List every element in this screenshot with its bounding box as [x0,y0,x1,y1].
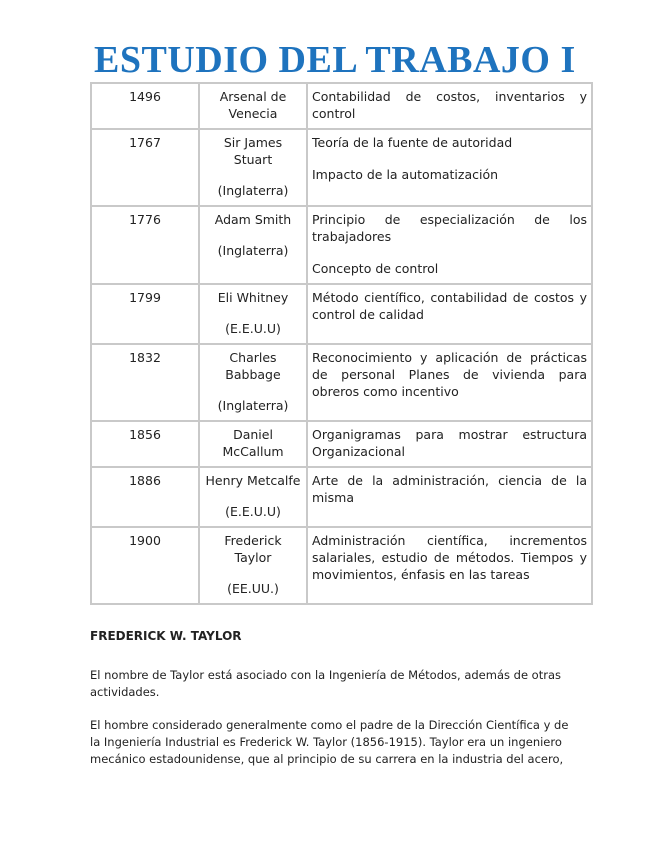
table-row [91,527,592,604]
contributor-cell [199,421,307,467]
description-text: Método científico, contabilidad de costos y control de calidad [312,290,587,322]
description-cell [307,129,592,206]
contributor-cell [199,206,307,284]
description-text-secondary: Concepto de control [312,261,439,276]
description-cell [307,344,592,421]
contributor-country: (Inglaterra) [217,398,289,413]
taylor-section [90,628,580,784]
section-paragraph: El hombre considerado generalmente como el padre de la Dirección Científica y de la Ingeniería Industrial es Frederick W. Taylor (1856-1915). Taylor era un ingeniero mecánico estadounidense, que al principio de su carrera en la industria del acero, [90,718,569,766]
description-cell [307,284,592,344]
contributor-name: Arsenal de Venecia [219,89,287,121]
description-text: Principio de especialización de los trabajadores [312,212,587,244]
contributor-cell [199,467,307,527]
contributor-country: (E.E.U.U) [225,321,281,336]
description-cell [307,527,592,604]
history-table [90,82,593,605]
contributor-country: (Inglaterra) [217,243,289,258]
year-cell: 1856 [91,421,199,467]
contributor-cell [199,129,307,206]
page-title: ESTUDIO DEL TRABAJO I [94,39,576,81]
contributor-name: Adam Smith [214,212,292,227]
year-cell: 1496 [91,83,199,129]
year-cell: 1776 [91,206,199,284]
year-cell: 1799 [91,284,199,344]
contributor-name: Sir James Stuart [223,135,283,167]
contributor-country: (EE.UU.) [227,581,279,596]
description-cell [307,467,592,527]
contributor-country: (Inglaterra) [217,183,289,198]
description-cell [307,83,592,129]
contributor-country: (E.E.U.U) [225,504,281,519]
table-row [91,467,592,527]
year-cell: 1900 [91,527,199,604]
table-row [91,206,592,284]
year-cell: 1767 [91,129,199,206]
year-cell: 1832 [91,344,199,421]
section-heading: FREDERICK W. TAYLOR [90,629,242,643]
table-row [91,284,592,344]
contributor-name: Eli Whitney [217,290,289,305]
description-text: Teoría de la fuente de autoridad [312,135,513,150]
description-text: Reconocimiento y aplicación de prácticas de personal Planes de vivienda para obreros como incentivo [312,350,587,399]
contributor-name: Henry Metcalfe [205,473,301,488]
description-cell [307,421,592,467]
table-row [91,83,592,129]
contributor-name: Daniel McCallum [222,427,284,459]
contributor-name: Charles Babbage [225,350,281,382]
description-cell [307,206,592,284]
description-text: Contabilidad de costos, inventarios y control [312,89,587,121]
contributor-cell [199,83,307,129]
table-row [91,421,592,467]
contributor-name: Frederick Taylor [224,533,282,565]
contributor-cell [199,527,307,604]
contributor-cell [199,284,307,344]
description-text: Administración científica, incrementos salariales, estudio de métodos. Tiempos y movimientos, énfasis en las tareas [312,533,587,582]
table-row [91,344,592,421]
description-text-secondary: Impacto de la automatización [312,167,499,182]
section-paragraph: El nombre de Taylor está asociado con la Ingeniería de Métodos, además de otras actividades. [90,668,561,699]
table-row [91,129,592,206]
contributor-cell [199,344,307,421]
year-cell: 1886 [91,467,199,527]
description-text: Organigramas para mostrar estructura Organizacional [312,427,587,459]
description-text: Arte de la administración, ciencia de la misma [312,473,587,505]
